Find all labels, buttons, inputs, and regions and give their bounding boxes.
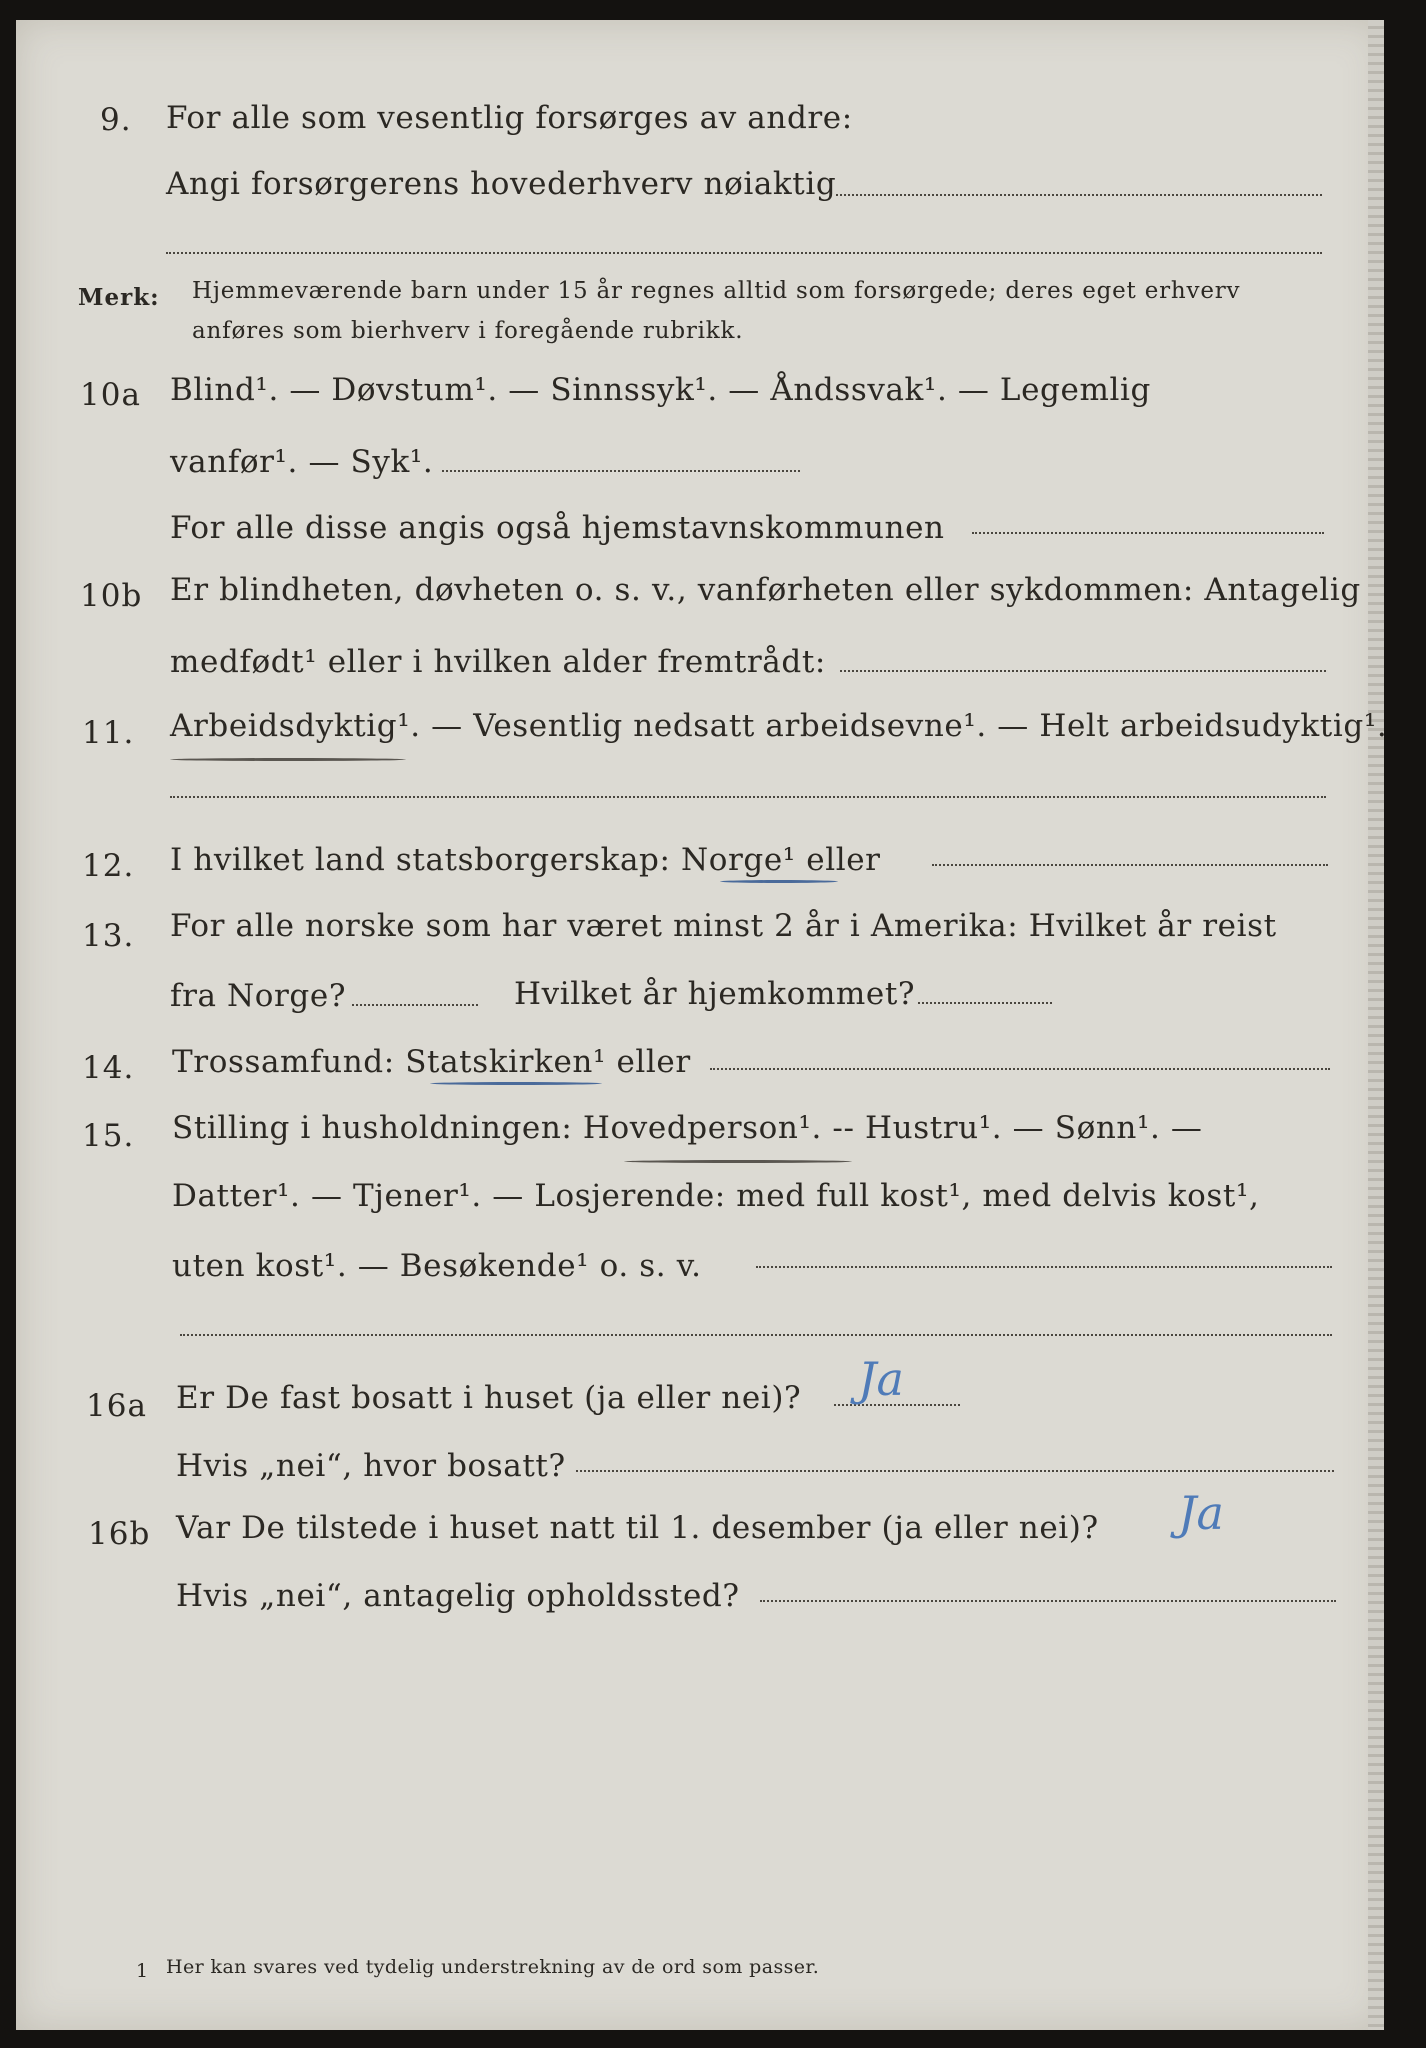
q10a-answer-line[interactable] [442, 470, 800, 472]
q11-answer-line[interactable] [170, 796, 1326, 798]
q10a-kommune-line[interactable] [972, 532, 1324, 534]
q13-number: 13. [82, 918, 135, 954]
q12-number: 12. [82, 848, 135, 884]
q16b-handwritten-answer: Ja [1178, 1486, 1224, 1540]
q10b-line1: Er blindheten, døvheten o. s. v., vanførheten eller sykdommen: Antagelig [170, 572, 1361, 608]
q10a-line3: For alle disse angis også hjemstavnskommunen [170, 510, 945, 546]
merk-label: Merk: [78, 284, 160, 311]
q10b-number: 10b [80, 578, 143, 614]
q14-line1: Trossamfund: Statskirken¹ eller [172, 1044, 691, 1080]
q13-reist-line[interactable] [352, 1004, 478, 1006]
q11-number: 11. [82, 715, 135, 751]
q13-line1: For alle norske som har været minst 2 år i Amerika: Hvilket år reist [170, 908, 1277, 944]
q13-hjemkommet-line[interactable] [918, 1002, 1052, 1004]
footnote-mark: 1 [136, 1960, 149, 1982]
q10a-number: 10a [80, 377, 141, 413]
q15-line3: uten kost¹. — Besøkende¹ o. s. v. [172, 1248, 702, 1284]
q16a-line2: Hvis „nei“, hvor bosatt? [176, 1448, 566, 1484]
q16a-bosatt-line[interactable] [576, 1470, 1334, 1472]
q16b-opholdssted-line[interactable] [760, 1600, 1336, 1602]
q10a-line1: Blind¹. — Døvstum¹. — Sinnssyk¹. — Åndssvak¹. — Legemlig [170, 372, 1151, 408]
footnote-text: Her kan svares ved tydelig understrekning av de ord som passer. [166, 1956, 820, 1978]
q11-line1: Arbeidsdyktig¹. — Vesentlig nedsatt arbeidsevne¹. — Helt arbeidsudyktig¹. [170, 708, 1388, 744]
q15-number: 15. [82, 1118, 135, 1154]
q9-line1: For alle som vesentlig forsørges av andre: [166, 100, 853, 136]
q11-pencil-underline [170, 758, 406, 761]
torn-edge [1368, 20, 1384, 2030]
q13-line2a: fra Norge? [170, 978, 347, 1014]
q16a-line1: Er De fast bosatt i huset (ja eller nei)? [176, 1380, 802, 1416]
q16b-line1: Var De tilstede i huset natt til 1. desember (ja eller nei)? [176, 1510, 1099, 1546]
q16b-line2: Hvis „nei“, antagelig opholdssted? [176, 1578, 740, 1614]
merk-line2: anføres som bierhverv i foregående rubrikk. [192, 318, 744, 344]
q15-line1: Stilling i husholdningen: Hovedperson¹. -- Hustru¹. — Sønn¹. — [172, 1110, 1203, 1146]
q13-line2b: Hvilket år hjemkommet? [514, 976, 916, 1012]
q15-answer-line-2[interactable] [180, 1334, 1332, 1336]
q14-number: 14. [82, 1050, 135, 1086]
q16a-handwritten-answer: Ja [858, 1352, 904, 1406]
q10b-line2: medfødt¹ eller i hvilken alder fremtrådt: [170, 644, 826, 680]
merk-line1: Hjemmeværende barn under 15 år regnes alltid som forsørgede; deres eget erhverv [192, 278, 1241, 304]
q16a-number: 16a [86, 1388, 147, 1424]
q9-number: 9. [100, 102, 132, 138]
q14-ink-underline [430, 1082, 602, 1085]
q9-answer-line-2[interactable] [166, 252, 1322, 254]
q15-pencil-underline [624, 1160, 852, 1163]
q15-answer-line[interactable] [756, 1266, 1332, 1268]
q9-answer-line[interactable] [836, 194, 1322, 196]
q12-answer-line[interactable] [932, 864, 1328, 866]
q16b-number: 16b [88, 1516, 151, 1552]
q10b-answer-line[interactable] [840, 670, 1326, 672]
q9-line2: Angi forsørgerens hovederhverv nøiaktig [166, 166, 837, 202]
q10a-line2: vanfør¹. — Syk¹. [170, 444, 434, 480]
q15-line2: Datter¹. — Tjener¹. — Losjerende: med full kost¹, med delvis kost¹, [172, 1178, 1260, 1214]
q12-line1: I hvilket land statsborgerskap: Norge¹ eller [170, 842, 881, 878]
q12-ink-underline [720, 880, 838, 883]
q14-answer-line[interactable] [710, 1068, 1330, 1070]
